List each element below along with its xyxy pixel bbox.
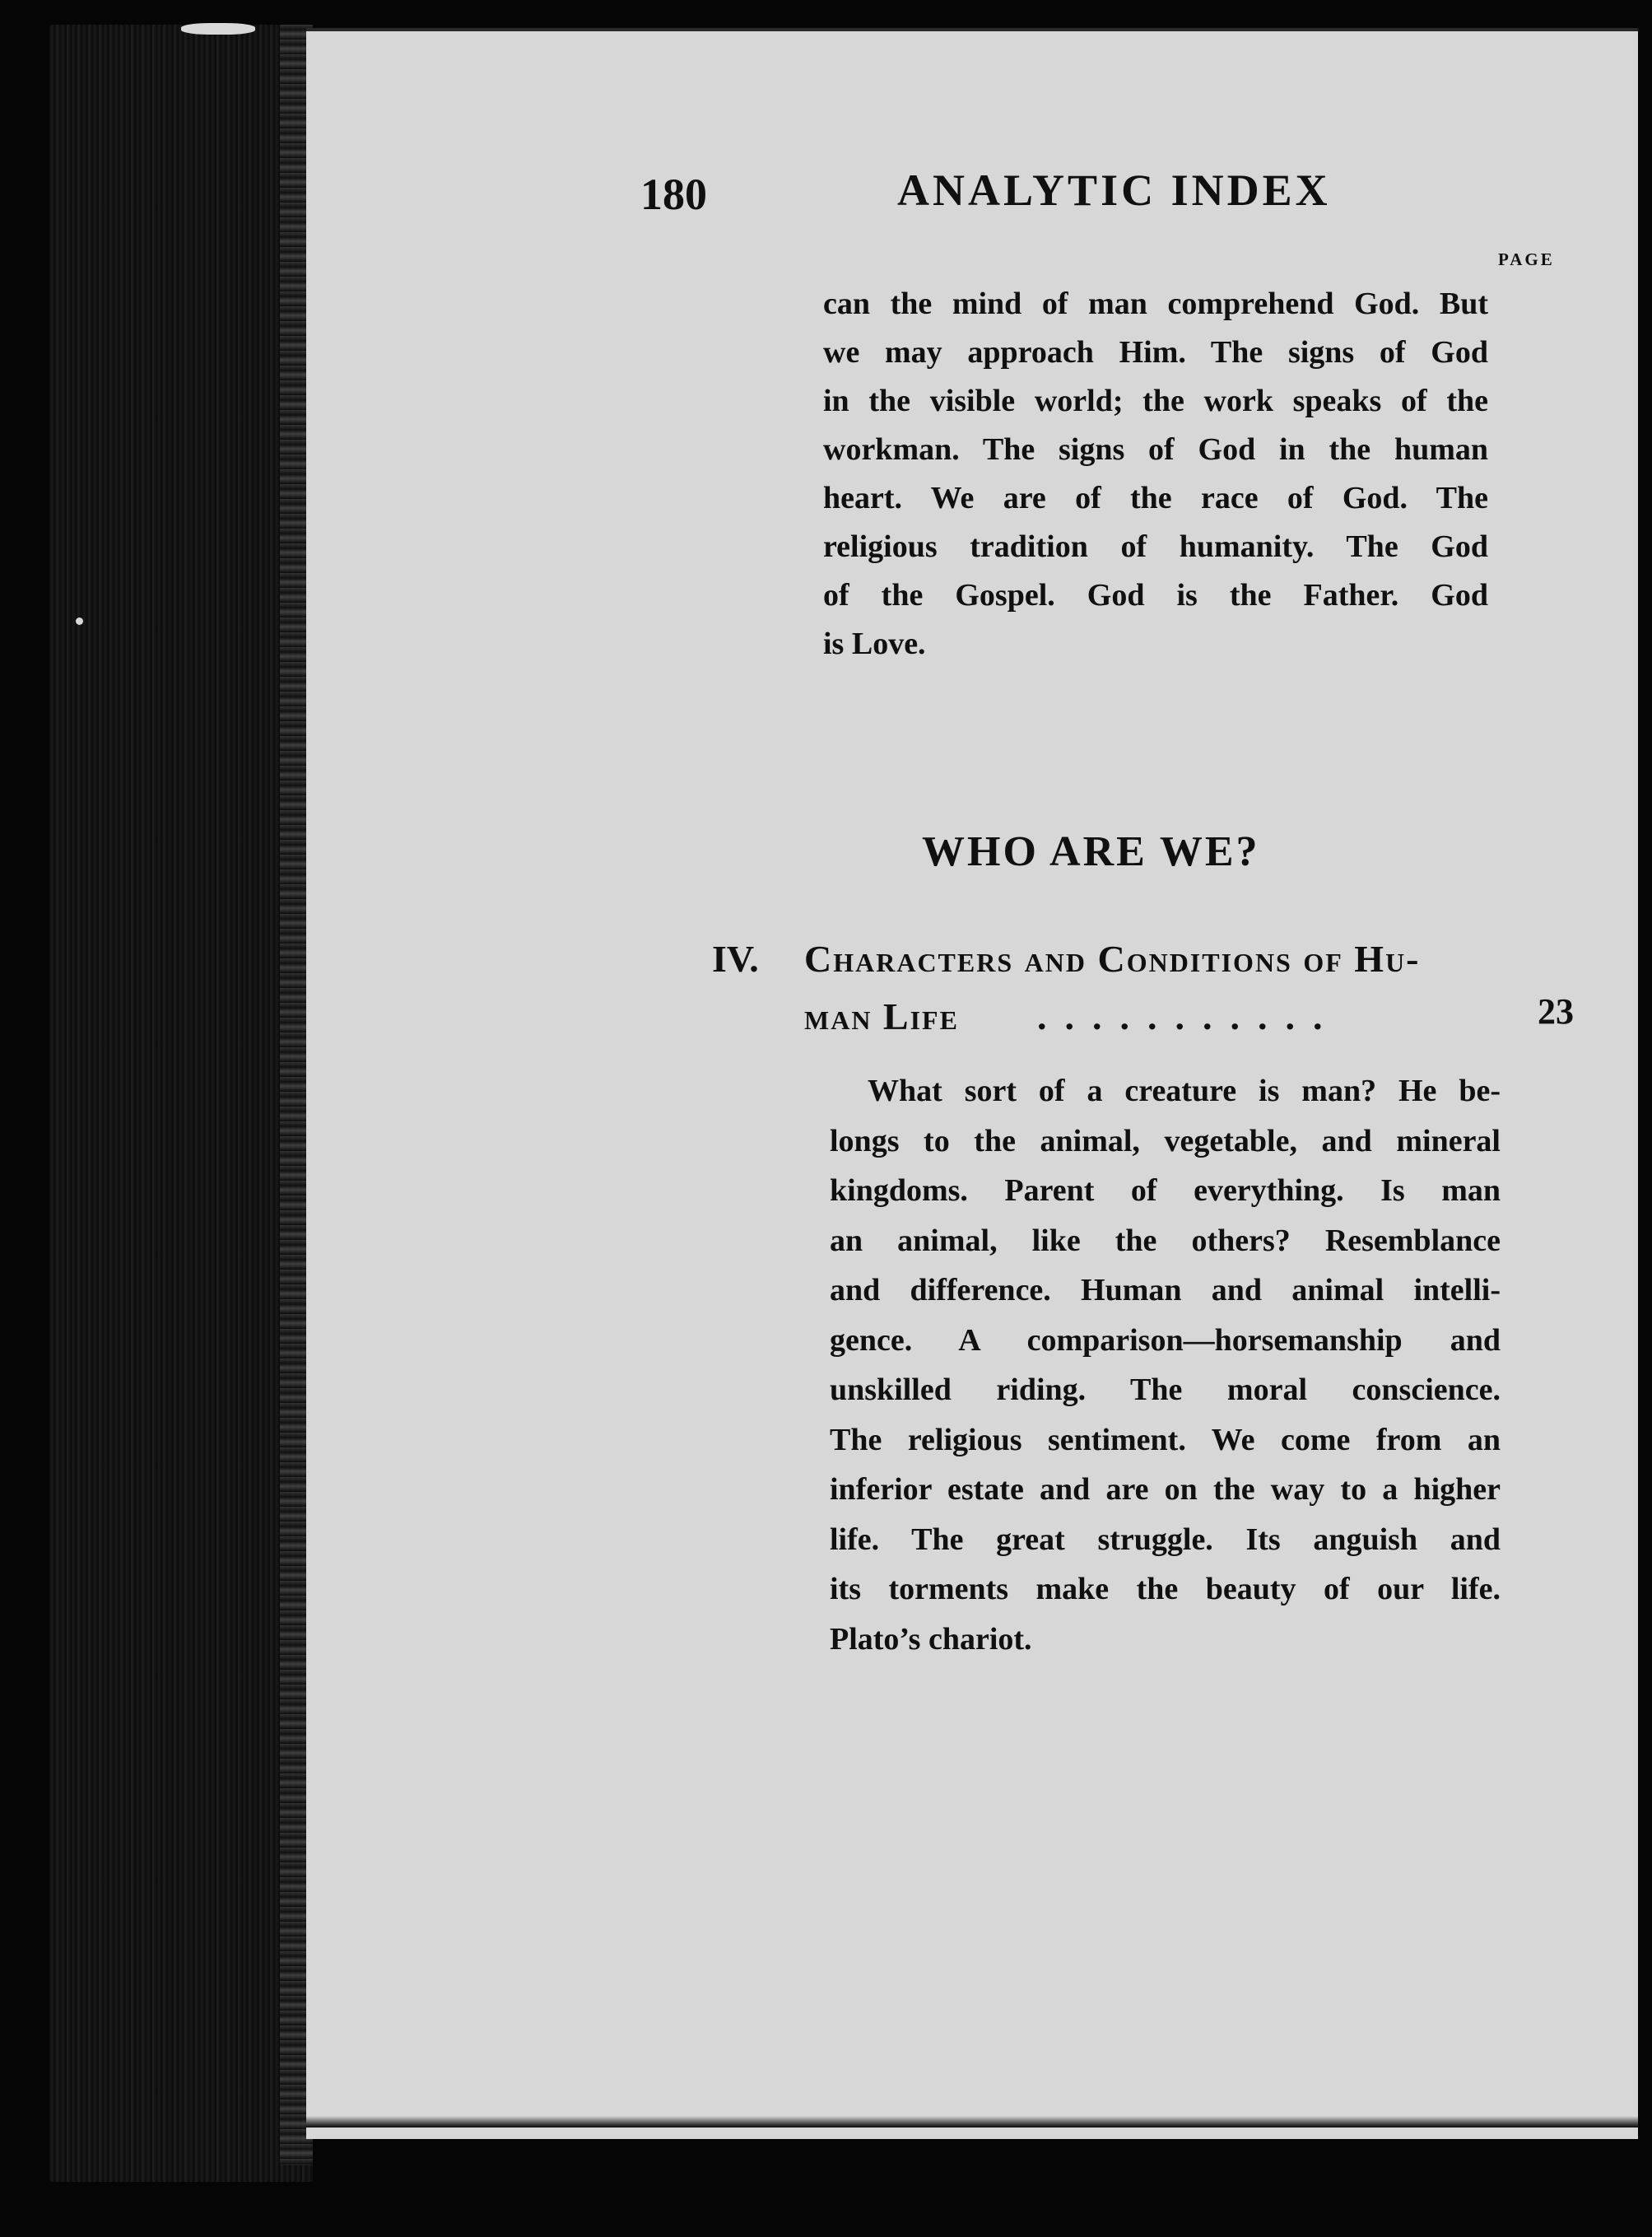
section-heading: WHO ARE WE? (922, 828, 1260, 875)
scan-speck (181, 23, 255, 35)
text-line: its torments make the beauty of our life. (830, 1572, 1501, 1606)
chapter-numeral: IV. (712, 938, 759, 980)
dot-leader: ........... (1037, 995, 1341, 1037)
text-line: gence. A comparison—horsemanship and (830, 1322, 1501, 1358)
chapter-summary-paragraph (830, 1066, 1501, 1664)
book-spine (49, 25, 313, 2182)
continuation-paragraph (823, 280, 1488, 669)
text-line: religious tradition of humanity. The God (823, 529, 1488, 564)
text-line: life. The great struggle. Its anguish and (830, 1522, 1501, 1557)
chapter-title-line-2: man Life (804, 995, 959, 1037)
running-head: ANALYTIC INDEX (897, 165, 1331, 215)
text-line: is Love. (823, 627, 926, 661)
text-line: kingdoms. Parent of everything. Is man (830, 1173, 1501, 1208)
text-line: inferior estate and are on the way to a higher (830, 1472, 1501, 1507)
text-line: and difference. Human and animal intelli- (830, 1273, 1501, 1307)
text-line: Plato’s chariot. (830, 1621, 1032, 1657)
text-line: can the mind of man comprehend God. But (823, 287, 1488, 321)
text-line: longs to the animal, vegetable, and mineral (830, 1123, 1501, 1158)
text-line: of the Gospel. God is the Father. God (823, 578, 1488, 613)
text-line: heart. We are of the race of God. The (823, 481, 1488, 515)
page-column-label: PAGE (1498, 249, 1555, 269)
page-number: 180 (640, 170, 707, 219)
chapter-page-number: 23 (1538, 991, 1574, 1032)
text-line: workman. The signs of God in the human (823, 432, 1488, 467)
text-line: we may approach Him. The signs of God (823, 335, 1488, 370)
text-line: The religious sentiment. We come from an (830, 1422, 1501, 1457)
text-line: What sort of a creature is man? He be- (868, 1074, 1501, 1108)
scan-speck (76, 618, 83, 625)
text-line: an animal, like the others? Resemblance (830, 1223, 1501, 1258)
page-bottom-edge (306, 2116, 1638, 2127)
text-line: unskilled riding. The moral conscience. (830, 1372, 1501, 1407)
chapter-title-line-1: Characters and Conditions of Hu- (804, 938, 1421, 980)
text-line: in the visible world; the work speaks of the (823, 384, 1488, 418)
